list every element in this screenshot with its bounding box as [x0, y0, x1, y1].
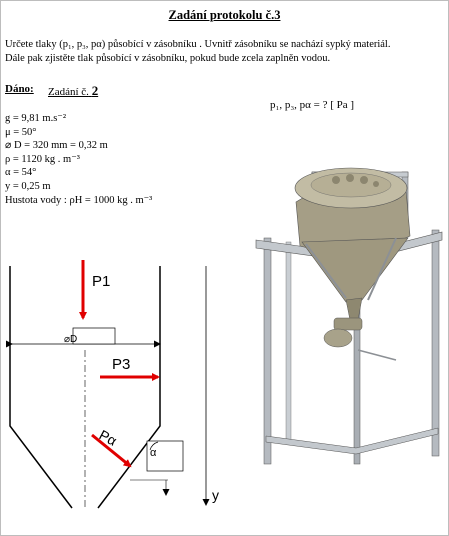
givens-list [5, 112, 152, 207]
alpha-label: α [150, 447, 157, 459]
given-friction: μ = 50° [5, 126, 37, 138]
zadani-label [48, 83, 98, 99]
hopper-wall-right [98, 266, 160, 508]
given-water-density: Hustota vody : ρH = 1000 kg . m⁻³ [5, 194, 153, 206]
silo-illustration [246, 150, 446, 470]
dano-label: Dáno: [5, 83, 34, 95]
task-line-2: Dále pak zjistěte tlak působící v zásobníku, pokud bude zcela zaplněn vodou. [5, 53, 331, 64]
p3-label: P3 [112, 356, 131, 373]
hopper-wall-left [10, 266, 72, 508]
page-title: Zadání protokolu č.3 [168, 8, 281, 22]
p1-label: P1 [92, 273, 111, 290]
task-description [5, 38, 445, 66]
diameter-label: ⌀D [64, 334, 78, 345]
given-diameter: ⌀ D = 320 mm = 0,32 m [5, 140, 108, 152]
diameter-label-box [73, 328, 115, 344]
given-alpha: α = 54° [5, 167, 37, 179]
zadani-number: 2 [91, 83, 99, 98]
given-density: ρ = 1120 kg . m⁻³ [5, 153, 80, 165]
given-gravity: g = 9,81 m.s⁻² [5, 113, 66, 124]
hopper-diagram [0, 258, 232, 520]
given-y: y = 0,25 m [5, 180, 51, 192]
palpha-label: Pα [96, 426, 120, 449]
y-axis-label: y [212, 487, 219, 503]
task-line-1: Určete tlaky (p₁, p₃, pα) působící v zásobníku . Uvnitř zásobníku se nachází sypký materiál. [5, 39, 391, 50]
zadani-text: Zadání č. [48, 86, 89, 98]
unknowns-line: p₁, p₃, pα = ? [ Pa ] [270, 99, 355, 111]
